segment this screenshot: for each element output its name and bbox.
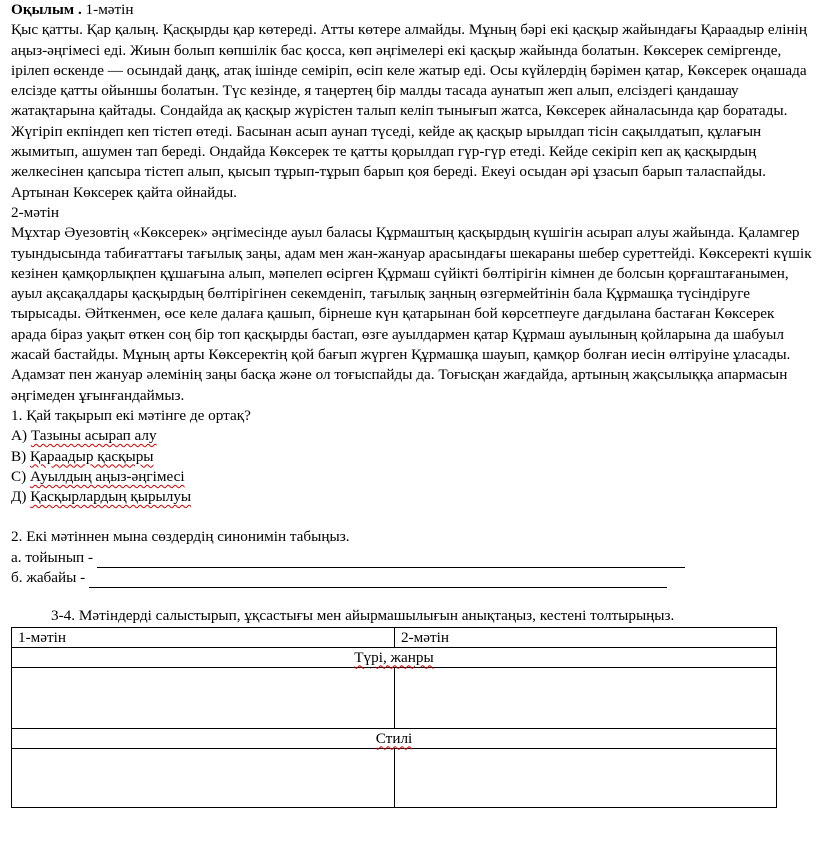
option-a [11, 426, 813, 446]
col-header-text2: 2-мәтін [395, 627, 777, 647]
table-row [12, 728, 777, 748]
answer-b-label: б. жабайы - [11, 569, 86, 587]
genre-label: Түрі, жанры [354, 648, 434, 666]
text1-heading: 1-мәтін [81, 1, 134, 18]
question34: 3-4. Мәтіндерді салыстырып, ұқсастығы мен айырмашылығын анықтаңыз, кестені толтырыңыз. [51, 607, 675, 625]
answer-a-blank[interactable] [97, 553, 685, 568]
answer-line-a[interactable] [11, 548, 813, 568]
row-label-style [12, 728, 777, 748]
option-b [11, 447, 813, 467]
option-b-text: Қараадыр қасқыры [29, 447, 154, 465]
style-cell-text2[interactable] [395, 748, 777, 807]
answer-line-b[interactable] [11, 568, 813, 588]
option-d-letter: Д) [11, 488, 31, 506]
style-label: Стилі [375, 729, 413, 747]
table-row [12, 667, 777, 728]
genre-cell-text1[interactable] [12, 667, 395, 728]
table-header-row [12, 627, 777, 647]
reading-heading-bold: Оқылым . [11, 1, 82, 18]
option-d [11, 487, 813, 507]
spacer [11, 507, 813, 527]
style-cell-text1[interactable] [12, 748, 395, 807]
option-c-text: Ауылдың аңыз-әңгімесі [29, 467, 185, 485]
col-header-text1: 1-мәтін [12, 627, 395, 647]
table-row [12, 748, 777, 807]
comparison-table [11, 627, 777, 808]
text2-body: Мұхтар Әуезовтің «Көксерек» әңгімесінде ауыл баласы Құрмаштың қасқырдың күшігін асырап алуы жайында. Қаламгер туындысында табиғаттағы тағылық заңы, адам мен жан-жануар арасындағы шекараны шебер суреттейді. Көксеректі күшік кезінен қамқорлықпен құшағына алып, мәпелеп өсірген Құрмаш сүйікті бөлтірігін кімнен де болсын қорғаштағанымен, ауыл ақсақалдары қасқырдың бөлтірігінен секемденіп, тағылық заңның өзгермейтінін бала Құрмашқа түсіндіруге тырысады. Әйткенмен, өсе келе далаға қашып, бірнеше күн қатарынан бой көрсетпеуге дағдылана бастаған Көксерек арада біраз уақыт өткен соң бір топ қасқырды бастап, өзге ауылдармен қатар Құрмаш ауылының қойларына да шабуыл жасай бастайды. Мұның арты Көксеректің қой бағып жүрген Құрмашқа шауып, қамқор болған иесін өлтіруіне ұласады. Адамзат пен жануар әлемінің заңы басқа және ол тоғыспайды да. Тоғысқан жағдайда, артының жақсылыққа апармасын әңгімеден ұғынғандаймыз. [11, 224, 812, 404]
row-label-genre [12, 647, 777, 667]
answer-b-blank[interactable] [89, 573, 667, 588]
spacer [11, 588, 813, 606]
question2: 2. Екі мәтіннен мына сөздердің синонимін табыңыз. [11, 528, 350, 546]
option-a-letter: А) [11, 427, 31, 445]
reading-heading [11, 0, 813, 20]
text1-body: Қыс қатты. Қар қалың. Қасқырды қар көтереді. Атты көтере алмайды. Мұның бәрі екі қасқыр жайындағы Қараадыр елінің аңыз-әңгімесі еді. Жиын болып көпшілік бас қосса, көп әңгімелері екі қасқыр жайында болатын. Көксерек семіргенде, ірілеп өскенде — осындай даңқ, атақ ішінде семіріп, өсіп келе жатыр еді. Осы күйлердің бәрімен қатар, Көксерек оңашада елсізде қатты ойыншы болатын. Түс кезінде, я таңертең бір малды тасада аунатып жеп алып, елсіздегі қандашау жатақтарына қайтады. Сондайда ақ қасқыр жүрістен талып келіп тынығып жатса, Көксерек айналасында қар боратады. Жүгіріп екпіндеп кеп тістеп өтеді. Басынан асып аунап түседі, кейде ақ қасқыр ырылдап тісін сақылдатып, құлағын жымитып, ашумен тап береді. Ондайда Көксерек те қатты қорылдап гүр-гүр етеді. Кейде секіріп кеп ақ қасқырдың желкесінен қапсыра тістеп алып, қысып тұрып-тұрып барып қоя береді. Екеуі осыдан әрі ұзасып барып таласпайды. Артынан Көксерек қайта ойнайды. [11, 21, 807, 201]
option-a-text: Тазыны асырап алу [30, 427, 157, 445]
text2-heading: 2-мәтін [11, 203, 59, 221]
option-b-letter: В) [11, 447, 30, 465]
table-row [12, 647, 777, 667]
option-d-text: Қасқырлардың қырылуы [30, 488, 192, 506]
genre-cell-text2[interactable] [395, 667, 777, 728]
option-c-letter: С) [11, 467, 30, 485]
question1: 1. Қай тақырып екі мәтінге де ортақ? [11, 406, 251, 424]
answer-a-label: а. тойынып - [11, 548, 94, 566]
option-c [11, 467, 813, 487]
